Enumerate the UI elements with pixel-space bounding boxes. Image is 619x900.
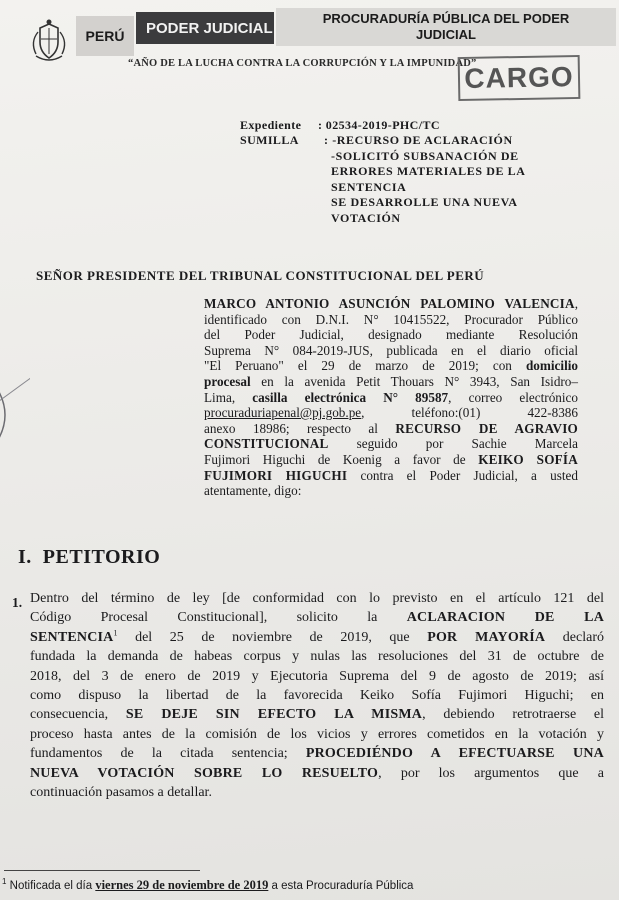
footnote-text: Notificada el día: [6, 880, 96, 892]
footnote-text: a esta Procuraduría Pública: [268, 880, 414, 892]
representative-name: MARCO ANTONIO ASUNCIÓN PALOMINO VALENCIA: [204, 296, 575, 311]
intro-text: anexo 18986; respecto al: [204, 420, 396, 436]
intro-text: , correo electrónico: [448, 389, 578, 405]
intro-bold: KEIKO SOFÍA: [478, 451, 578, 467]
email-link[interactable]: procuraduriapenal@pj.gob.pe: [204, 405, 362, 421]
body-bold: PROCEDIÉNDO A EFECTUARSE UNA: [305, 746, 604, 762]
section-numeral: I.: [18, 546, 32, 568]
intro-text: ,: [574, 296, 578, 311]
body-line: fundada la demanda de habeas corpus y nulas las resoluciones del 31 de octubre de: [30, 649, 604, 665]
seal-stamp-icon: [0, 360, 30, 470]
country-label: PERÚ: [76, 16, 134, 56]
coat-of-arms-icon: [24, 18, 74, 64]
intro-text: , teléfono:(01) 422-8386: [361, 405, 578, 421]
item-number: 1.: [12, 595, 23, 610]
expediente-value: : 02534-2019-PHC/TC: [318, 118, 440, 132]
intro-text: "El Peruano" el 29 de marzo de 2019; con: [204, 358, 526, 374]
footnote-marker: 1: [2, 877, 7, 887]
body-bold: ACLARACION DE LA: [406, 610, 605, 626]
year-motto: “AÑO DE LA LUCHA CONTRA LA CORRUPCIÓN Y LA IMPUNIDAD”: [128, 58, 477, 69]
intro-paragraph: [204, 296, 578, 499]
intro-bold: CONSTITUCIONAL: [204, 436, 329, 452]
intro-bold: procesal: [204, 373, 251, 389]
intro-line: Suprema N° 084-2019-JUS, publicada en el diario oficial: [204, 342, 578, 358]
section-title: PETITORIO: [42, 546, 161, 568]
body-bold: POR MAYORÍA: [427, 629, 546, 645]
sumilla-line: VOTACIÓN: [331, 210, 401, 225]
intro-line: identificado con D.N.I. N° 10415522, Procurador Público: [204, 311, 578, 327]
intro-bold: FUJIMORI HIGUCHI: [204, 467, 348, 483]
office-line-2: JUDICIAL: [416, 27, 476, 42]
intro-bold: domicilio: [525, 358, 578, 374]
footnote-date: viernes 29 de noviembre de 2019: [95, 878, 269, 892]
body-line: Dentro del término de ley [de conformidad con lo previsto en el artículo 121 del: [30, 591, 604, 606]
body-text: , debiendo retrotraerse el: [422, 707, 605, 723]
footnote-divider: [4, 870, 200, 871]
intro-text: en la avenida Petit Thouars N° 3943, San Isidro–: [250, 373, 578, 389]
body-text: del 25 de noviembre de 2019, que: [117, 629, 428, 645]
body-bold: SENTENCIA: [30, 629, 114, 645]
sumilla-label: SUMILLA: [240, 133, 299, 147]
body-text: Código Procesal Constitucional], solicito la: [30, 610, 407, 626]
intro-line: atentamente, digo:: [204, 483, 302, 499]
petitorio-paragraph: [30, 589, 604, 802]
expediente-label: Expediente: [240, 118, 302, 132]
body-text: , por los argumentos que a: [378, 765, 605, 781]
section-heading: [18, 546, 160, 569]
body-bold: NUEVA VOTACIÓN SOBRE LO RESUELTO: [30, 765, 379, 781]
body-bold: SE DEJE SIN EFECTO LA MISMA: [125, 707, 423, 723]
addressee: SEÑOR PRESIDENTE DEL TRIBUNAL CONSTITUCIONAL DEL PERÚ: [36, 268, 485, 283]
office-label: [276, 8, 616, 46]
footnote-ref[interactable]: 1: [113, 628, 118, 638]
body-line: proceso hasta antes de la comisión de los vicios y errores cometidos en la votación y: [30, 726, 604, 742]
intro-line: del Poder Judicial, designado mediante Resolución: [204, 327, 578, 343]
sumilla-line: SE DESARROLLE UNA NUEVA: [331, 195, 518, 209]
body-line: 2018, del 3 de enero de 2019 y Ejecutoria Suprema del 9 de agosto de 2019; así: [30, 668, 604, 684]
body-line: continuación pasamos a detallar.: [30, 785, 212, 801]
office-line-1: PROCURADURÍA PÚBLICA DEL PODER: [322, 11, 570, 26]
intro-bold: casilla electrónica N° 89587: [252, 389, 449, 405]
body-line: como dispuso la libertad de la favorecida Keiko Sofía Fujimori Higuchi; en: [30, 688, 604, 704]
institution-label: PODER JUDICIAL: [136, 12, 274, 44]
body-text: declaró: [545, 629, 604, 645]
intro-text: Fujimori Higuchi de Koenig a favor de: [204, 451, 479, 467]
body-text: fundamentos de la citada sentencia;: [30, 746, 306, 762]
intro-text: seguido por Sachie Marcela: [328, 436, 578, 452]
intro-text: contra el Poder Judicial, a usted: [347, 467, 578, 483]
sumilla-line: SENTENCIA: [331, 179, 407, 194]
cargo-stamp: CARGO: [458, 55, 581, 101]
sumilla-line: -SOLICITÓ SUBSANACIÓN DE: [331, 148, 519, 163]
intro-bold: RECURSO DE AGRAVIO: [395, 420, 578, 436]
footnote: [2, 878, 413, 893]
sumilla-line: ERRORES MATERIALES DE LA: [331, 164, 526, 178]
intro-text: Lima,: [204, 389, 253, 405]
body-text: consecuencia,: [30, 707, 126, 723]
sumilla-text: [324, 133, 574, 226]
sumilla-line: : -RECURSO DE ACLARACIÓN: [324, 133, 513, 147]
